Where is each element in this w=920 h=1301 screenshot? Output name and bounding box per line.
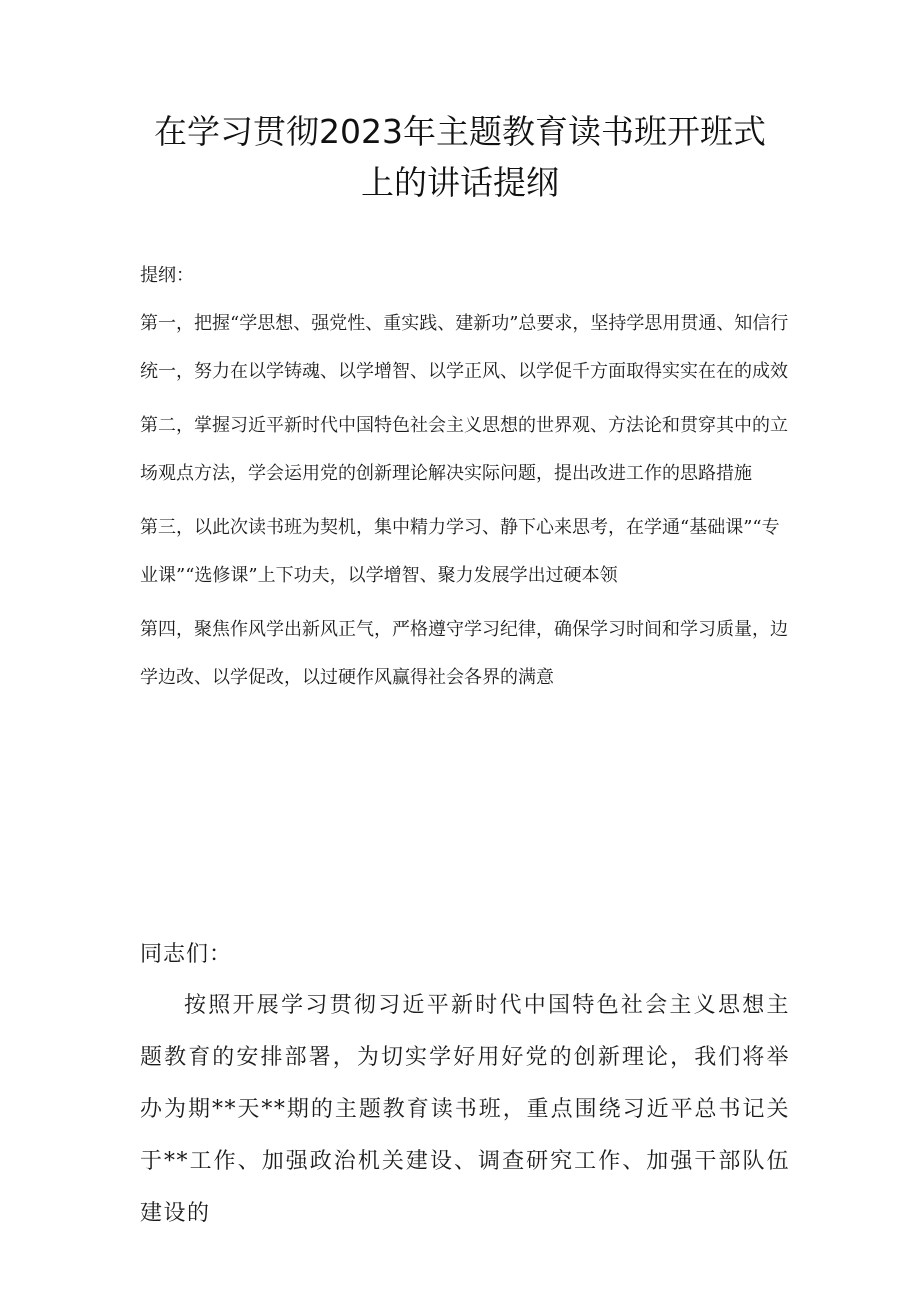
outline-item-1: 第一，把握“学思想、强党性、重实践、建新功”总要求，坚持学思用贯通、知信行统一，努力在以学铸魂、以学增智、以学正风、以学促千方面取得实实在在的成效 [140, 313, 789, 382]
speech-paragraph: 按照开展学习贯彻习近平新时代中国特色社会主义思想主题教育的安排部署，为切实学好用好党的创新理论，我们将举办为期**天**期的主题教育读书班，重点围绕习近平总书记关于**工作、加强政治机关建设、调查研究工作、加强干部队伍建设的 [140, 993, 790, 1226]
speech-section [140, 930, 790, 1240]
outline-section [140, 262, 790, 718]
speech-greeting: 同志们： [140, 942, 233, 967]
outline-item-2: 第二，掌握习近平新时代中国特色社会主义思想的世界观、方法论和贯穿其中的立场观点方法，学会运用党的创新理论解决实际问题，提出改进工作的思路措施 [140, 415, 788, 484]
outline-label: 提纲： [140, 265, 194, 286]
document-title-line-1: 在学习贯彻2023年主题教育读书班开班式 [154, 112, 766, 151]
outline-item-3: 第三，以此次读书班为契机，集中精力学习、静下心来思考，在学通“基础课”“专业课”“选修课”上下功夫，以学增智、聚力发展学出过硬本领 [140, 517, 780, 586]
document-title-line-2: 上的讲话提纲 [361, 163, 559, 202]
outline-item-4: 第四，聚焦作风学出新风正气，严格遵守学习纪律，确保学习时间和学习质量，边学边改、以学促改，以过硬作风赢得社会各界的满意 [140, 619, 788, 688]
